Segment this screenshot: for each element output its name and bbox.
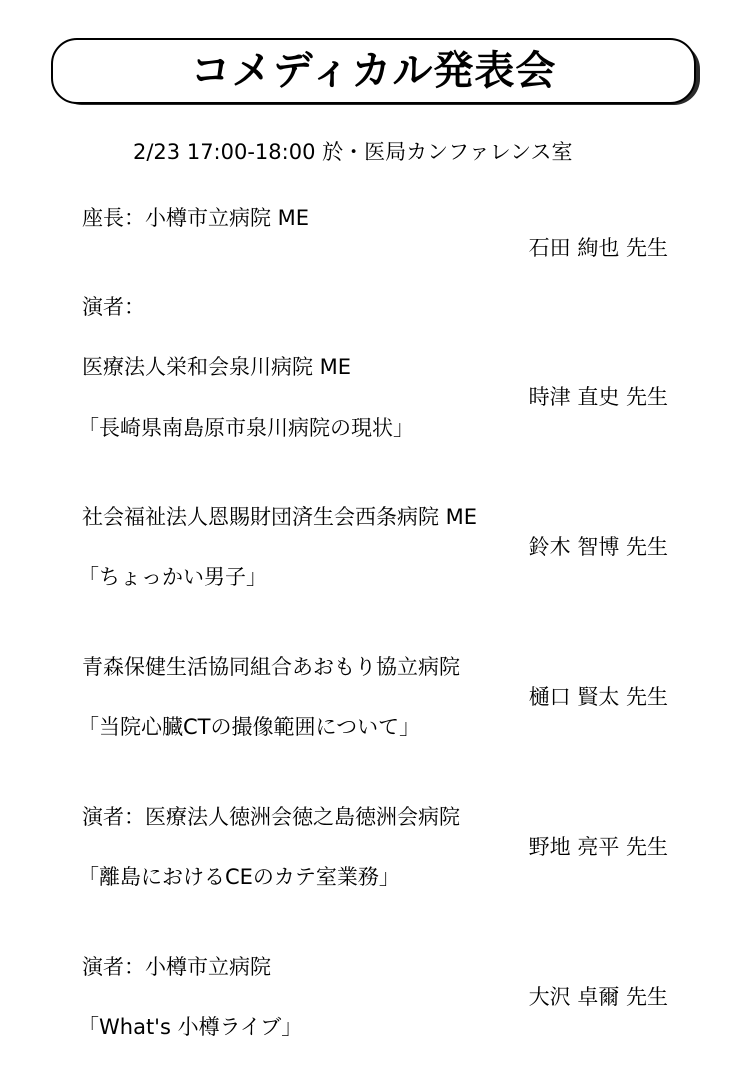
presentation-topic: 「当院心臓CTの撮像範囲について」: [78, 715, 421, 739]
presentation-topic: 「離島におけるCEのカテ室業務」: [78, 865, 400, 889]
presenter-affiliation: 青森保健生活協同組合あおもり協立病院: [82, 655, 460, 679]
presentation-topic: 「長崎県南島原市泉川病院の現状」: [78, 416, 414, 440]
presentation-topic: 「ちょっかい男子」: [78, 565, 267, 589]
page-title: コメディカル発表会: [190, 48, 557, 94]
presenter-name: 時津 直史 先生: [528, 385, 668, 409]
presenter-affiliation: 演者：小樽市立病院: [82, 955, 271, 979]
presenter-affiliation: 社会福祉法人恩賜財団済生会西条病院 ME: [82, 505, 478, 529]
event-datetime: 2/23 17:00-18:00 於・医局カンファレンス室: [133, 140, 573, 164]
presenter-name: 大沢 卓爾 先生: [528, 985, 668, 1009]
chair-name: 石田 絢也 先生: [528, 236, 668, 260]
chair-affiliation: 座長：小樽市立病院 ME: [82, 206, 310, 230]
presenters-header: 演者：: [82, 295, 145, 319]
presenter-affiliation: 医療法人栄和会泉川病院 ME: [82, 355, 352, 379]
presenter-name: 鈴木 智博 先生: [528, 535, 668, 559]
presenter-name: 野地 亮平 先生: [528, 835, 668, 859]
presenter-name: 樋口 賢太 先生: [528, 685, 668, 709]
title-banner: [51, 38, 696, 104]
presenter-affiliation: 演者：医療法人徳洲会徳之島徳洲会病院: [82, 805, 460, 829]
presentation-topic: 「What's 小樽ライブ」: [78, 1015, 303, 1039]
